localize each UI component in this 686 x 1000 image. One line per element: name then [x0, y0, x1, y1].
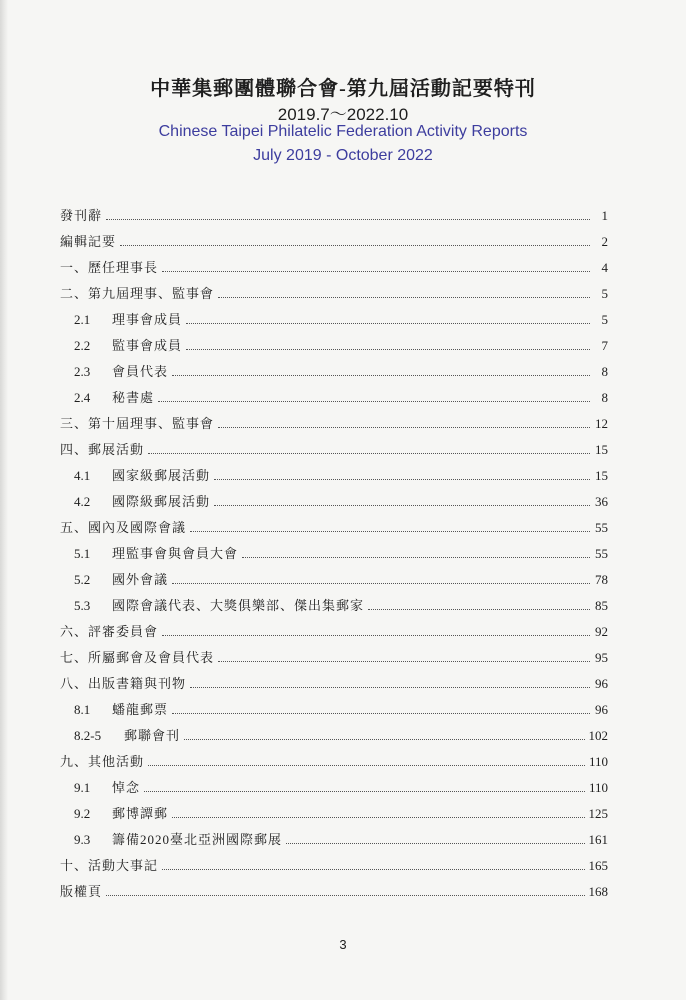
- toc-entry: [60, 640, 608, 666]
- toc-entry-page: 8: [601, 364, 608, 379]
- dot-leader: [218, 661, 590, 662]
- toc-entry-label: 五、國內及國際會議: [60, 520, 187, 535]
- toc-entry-page: 125: [588, 806, 608, 821]
- dot-leader: [120, 245, 590, 246]
- toc-entry-label: 六、評審委員會: [60, 624, 159, 639]
- dot-leader: [172, 583, 590, 584]
- toc-entry-number: 4.1: [74, 468, 91, 483]
- toc-entry-label: 二、第九屆理事、監事會: [60, 286, 215, 301]
- dot-leader: [172, 375, 590, 376]
- toc-entry-label: 理監事會與會員大會: [112, 546, 239, 561]
- dot-leader: [190, 531, 590, 532]
- toc-entry-number: 9.2: [74, 806, 91, 821]
- toc-entry-label: 版權頁: [60, 884, 103, 899]
- toc-entry: [60, 874, 608, 900]
- toc-entry: [60, 406, 608, 432]
- toc-entry-number: 2.4: [74, 390, 91, 405]
- toc-entry: [60, 822, 608, 848]
- toc-entry: [60, 276, 608, 302]
- toc-entry-page: 5: [601, 286, 608, 301]
- toc-entry: [60, 458, 608, 484]
- toc-entry-page: 15: [595, 468, 608, 483]
- dot-leader: [106, 219, 590, 220]
- toc-entry-label: 九、其他活動: [60, 754, 145, 769]
- toc-entry-label: 籌備2020臺北亞洲國際郵展: [112, 832, 283, 847]
- dot-leader: [184, 739, 584, 740]
- toc-entry-number: 4.2: [74, 494, 91, 509]
- toc-entry: [60, 692, 608, 718]
- toc-entry: [60, 666, 608, 692]
- toc-entry-label: 悼念: [112, 780, 141, 795]
- toc-entry: [60, 588, 608, 614]
- toc-entry-page: 1: [601, 208, 608, 223]
- toc-entry-label: 蟠龍郵票: [112, 702, 169, 717]
- toc-entry-page: 96: [595, 676, 608, 691]
- title-dates: 2019.7～2022.10: [277, 105, 409, 124]
- toc-entry-number: 2.1: [74, 312, 91, 327]
- toc-entry-label: 郵博譚郵: [112, 806, 169, 821]
- toc-entry-label: 國家級郵展活動: [112, 468, 211, 483]
- toc-entry-number: 2.2: [74, 338, 91, 353]
- dot-leader: [286, 843, 584, 844]
- toc-entry-page: 78: [595, 572, 608, 587]
- toc-entry-page: 12: [595, 416, 608, 431]
- dot-leader: [144, 791, 585, 792]
- toc-entry-page: 102: [588, 728, 608, 743]
- toc-entry: [60, 250, 608, 276]
- toc-entry-page: 15: [595, 442, 608, 457]
- toc-entry-label: 四、郵展活動: [60, 442, 145, 457]
- toc-entry-label: 八、出版書籍與刊物: [60, 676, 187, 691]
- toc-entry: [60, 198, 608, 224]
- page-number: 3: [339, 937, 347, 952]
- toc-entry-label: 七、所屬郵會及會員代表: [60, 650, 215, 665]
- toc-entry-label: 十、活動大事記: [60, 858, 159, 873]
- title-chinese: 中華集郵團體聯合會-第九屆活動記要特刊: [150, 78, 536, 100]
- toc-entry-page: 55: [595, 546, 608, 561]
- dot-leader: [186, 349, 590, 350]
- toc-entry-page: 36: [595, 494, 608, 509]
- dot-leader: [218, 297, 590, 298]
- dot-leader: [162, 635, 590, 636]
- toc-entry-label: 會員代表: [112, 364, 169, 379]
- toc-entry: [60, 302, 608, 328]
- toc-entry-page: 110: [588, 754, 608, 769]
- dot-leader: [214, 505, 590, 506]
- toc-entry-label: 一、歷任理事長: [60, 260, 159, 275]
- toc-entry-label: 編輯記要: [60, 234, 117, 249]
- toc-entry: [60, 614, 608, 640]
- toc-entry: [60, 562, 608, 588]
- dot-leader: [162, 271, 590, 272]
- toc-entry-page: 8: [601, 390, 608, 405]
- toc-entry: [60, 848, 608, 874]
- toc-entry: [60, 796, 608, 822]
- toc-entry: [60, 484, 608, 510]
- toc-entry: [60, 770, 608, 796]
- toc-entry-page: 55: [595, 520, 608, 535]
- toc-entry-page: 2: [601, 234, 608, 249]
- toc-entry-label: 秘書處: [112, 390, 155, 405]
- toc-entry: [60, 432, 608, 458]
- toc-entry: [60, 328, 608, 354]
- toc-entry-label: 國際級郵展活動: [112, 494, 211, 509]
- toc-entry-label: 國外會議: [112, 572, 169, 587]
- dot-leader: [148, 453, 590, 454]
- dot-leader: [148, 765, 585, 766]
- dot-leader: [172, 713, 590, 714]
- toc-entry: [60, 380, 608, 406]
- title-english-dates: July 2019 - October 2022: [253, 147, 433, 164]
- toc-entry-label: 監事會成員: [112, 338, 183, 353]
- toc-entry-page: 5: [601, 312, 608, 327]
- title-english: Chinese Taipei Philatelic Federation Activity Reports: [158, 123, 528, 140]
- toc-entry: [60, 536, 608, 562]
- toc-entry-number: 2.3: [74, 364, 91, 379]
- dot-leader: [172, 817, 584, 818]
- dot-leader: [186, 323, 590, 324]
- toc-entry: [60, 224, 608, 250]
- toc-entry-page: 161: [588, 832, 608, 847]
- toc-entry-label: 三、第十屆理事、監事會: [60, 416, 215, 431]
- toc-entry-page: 85: [595, 598, 608, 613]
- toc-entry-label: 國際會議代表、大獎俱樂部、傑出集郵家: [112, 598, 365, 613]
- toc-entry-page: 92: [595, 624, 608, 639]
- dot-leader: [106, 895, 584, 896]
- toc-entry: [60, 744, 608, 770]
- toc-entry-page: 4: [601, 260, 608, 275]
- dot-leader: [218, 427, 590, 428]
- toc-entry-number: 9.1: [74, 780, 91, 795]
- dot-leader: [190, 687, 590, 688]
- dot-leader: [158, 401, 590, 402]
- toc-entry-number: 5.1: [74, 546, 91, 561]
- table-of-contents: [60, 198, 608, 900]
- toc-entry-number: 8.2-5: [74, 728, 102, 743]
- toc-entry: [60, 510, 608, 536]
- toc-entry-number: 8.1: [74, 702, 91, 717]
- dot-leader: [368, 609, 590, 610]
- toc-entry-number: 5.3: [74, 598, 91, 613]
- toc-entry-label: 理事會成員: [112, 312, 183, 327]
- dot-leader: [214, 479, 590, 480]
- toc-entry-page: 95: [595, 650, 608, 665]
- toc-entry: [60, 718, 608, 744]
- toc-entry-page: 165: [588, 858, 608, 873]
- toc-entry: [60, 354, 608, 380]
- toc-entry-page: 7: [601, 338, 608, 353]
- toc-entry-page: 168: [588, 884, 608, 899]
- toc-entry-page: 110: [588, 780, 608, 795]
- dot-leader: [162, 869, 584, 870]
- toc-entry-label: 發刊辭: [60, 208, 103, 223]
- toc-entry-number: 9.3: [74, 832, 91, 847]
- toc-entry-number: 5.2: [74, 572, 91, 587]
- toc-entry-page: 96: [595, 702, 608, 717]
- toc-entry-label: 郵聯會刊: [124, 728, 181, 743]
- dot-leader: [242, 557, 590, 558]
